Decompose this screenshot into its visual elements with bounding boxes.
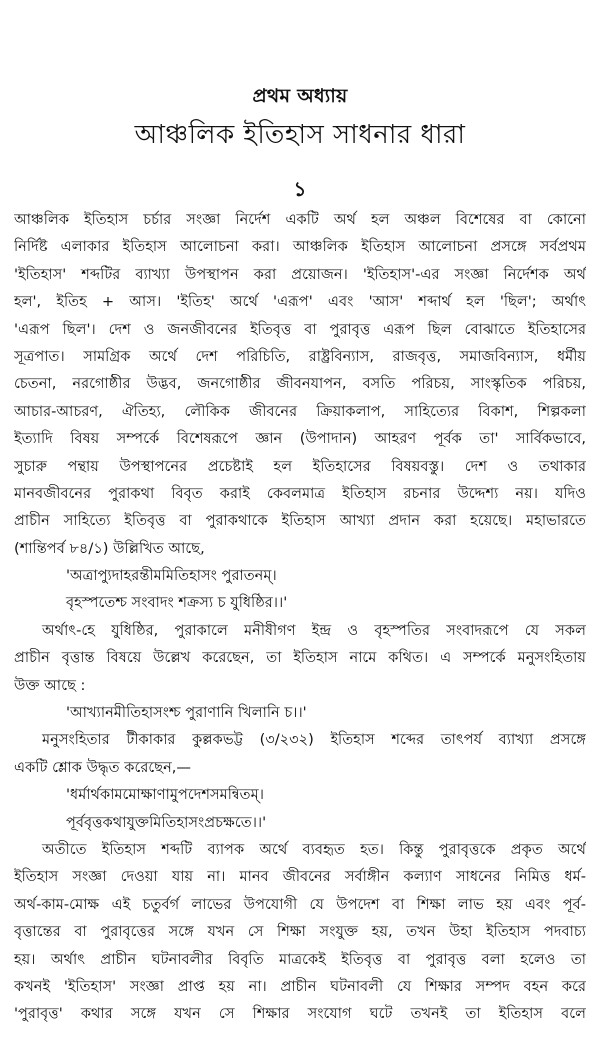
text-line: হয়। অর্থাৎ প্রাচীন ঘটনাবলীর বিবৃতি মাত্রকেই ইতিবৃত্ত বা পুরাবৃত্ত বলা হলেও তা (14, 950, 586, 968)
text-line: প্রাচীন বৃত্তান্ত বিষয়ে উল্লেখ করেছেন, তা ইতিহাস নামে কথিত। এ সম্পর্কে মনুসংহিতায় (14, 649, 586, 667)
text-line: অর্থাৎ-হে যুধিষ্ঠির, পুরাকালে মনীষীগণ ইন্দ্র ও বৃহস্পতির সংবাদরূপে যে সকল (42, 621, 586, 639)
text-line: প্রাচীন সাহিত্যে ইতিবৃত্ত বা পুরাকথাকে ইতিহাস আখ্যা প্রদান করা হয়েছে। মহাভারতে (14, 512, 586, 530)
text-line: (শান্তিপর্ব ৮৪/১) উল্লিখিত আছে, (14, 539, 205, 557)
body-text (14, 206, 586, 1028)
text-line: মনুসংহিতার টীকাকার কুল্লকভট্ট (৩/২৩২) ইতিহাস শব্দের তাৎপর্য ব্যাখ্যা প্রসঙ্গে (42, 731, 586, 749)
section-number: ১ (293, 177, 307, 201)
text-line: ইতিহাস সংজ্ঞা দেওয়া যায় না। মানব জীবনের সর্বাঙ্গীন কল্যাণ সাধনের নিমিত্ত ধর্ম- (14, 868, 586, 886)
text-line: সুচারু পন্থায় উপস্থাপনের প্রচেষ্টাই হল ইতিহাসের বিষয়বস্তু। দেশ ও তথাকার (14, 457, 586, 475)
text-line: অতীতে ইতিহাস শব্দটি ব্যাপক অর্থে ব্যবহৃত হত। কিন্তু পুরাবৃত্তকে প্রকৃত অর্থে (42, 840, 586, 858)
text-line: আঞ্চলিক ইতিহাস চর্চার সংজ্ঞা নির্দেশ একটি অর্থ হল অঞ্চল বিশেষের বা কোনো (14, 211, 586, 228)
text-line: মানবজীবনের পুরাকথা বিবৃত করাই কেবলমাত্র ইতিহাস রচনার উদ্দেশ্য নয়। যদিও (14, 484, 586, 502)
paragraph-1 (14, 206, 586, 562)
chapter-title: আঞ্চলিক ইতিহাস সাধনার ধারা (134, 120, 466, 150)
verse-line: 'ধর্মার্থকামমোক্ষাণামুপদেশসমন্বিতম্। (66, 786, 264, 804)
text-line: উক্ত আছে : (14, 676, 86, 694)
chapter-label: প্রথম অধ্যায় (252, 85, 348, 107)
text-line: অর্থ-কাম-মোক্ষ এই চতুর্বর্গ লাভের উপযোগী যে উপদেশ বা শিক্ষা লাভ হয় এবং পূর্ব- (14, 895, 586, 913)
text-line: 'এরূপ ছিল'। দেশ ও জনজীবনের ইতিবৃত্ত বা পুরাবৃত্ত এরূপ ছিল বোঝাতে ইতিহাসের (14, 320, 586, 338)
verse-block-3 (14, 781, 586, 836)
text-line: 'পুরাবৃত্ত' কথার সঙ্গে যখন সে শিক্ষার সংযোগ ঘটে তখনই তা ইতিহাস বলে (14, 1005, 586, 1023)
text-line: ইত্যাদি বিষয় সম্পর্কে বিশেষরূপে জ্ঞান (উপাদান) আহরণ পূর্বক তা' সার্বিকভাবে, (14, 430, 586, 448)
text-line: হল', ইতিহ + আস। 'ইতিহ' অর্থে 'এরূপ' এবং 'আস' শব্দার্থ হল 'ছিল'; অর্থাৎ (14, 293, 586, 311)
verse-line: পূর্ববৃত্তকথাযুক্তমিতিহাসংপ্রচক্ষতে।।' (66, 813, 267, 831)
verse-block-1 (14, 562, 586, 617)
verse-line: 'আখ্যানমীতিহাসংশ্চ পুরাণানি খিলানি চ।।' (66, 704, 307, 722)
text-line: কখনই 'ইতিহাস' সংজ্ঞা প্রাপ্ত হয় না। প্রাচীন ঘটনাবলী যে শিক্ষার সম্পদ বহন করে (14, 977, 586, 995)
text-line: 'ইতিহাস' শব্দটির ব্যাখ্যা উপস্থাপন করা প্রয়োজন। 'ইতিহাস'-এর সংজ্ঞা নির্দেশক অর্থ (14, 265, 586, 283)
paragraph-3 (14, 726, 586, 781)
verse-line: 'অত্রাপ্যুদাহরন্তীমমিতিহাসং পুরাতনম্। (66, 567, 277, 585)
text-line: সূত্রপাত। সামগ্রিক অর্থে দেশ পরিচিতি, রাষ্ট্রবিন্যাস, রাজবৃত্ত, সমাজবিন্যাস, ধর্মীয় (14, 347, 586, 365)
text-line: আচার-আচরণ, ঐতিহ্য, লৌকিক জীবনের ক্রিয়াকলাপ, সাহিত্যের বিকাশ, শিল্পকলা (14, 402, 586, 420)
verse-block-2 (14, 699, 586, 726)
text-line: চেতনা, নরগোষ্ঠীর উদ্ভব, জনগোষ্ঠীর জীবনযাপন, বসতি পরিচয়, সাংস্কৃতিক পরিচয়, (14, 375, 586, 393)
text-line: বৃত্তান্তের বা পুরাবৃত্তের সঙ্গে যখন সে শিক্ষা সংযুক্ত হয়, তখন উহা ইতিহাস পদবাচ্য (14, 923, 586, 941)
text-line: নির্দিষ্ট এলাকার ইতিহাস আলোচনা করা। আঞ্চলিক ইতিহাস আলোচনা প্রসঙ্গে সর্বপ্রথম (14, 238, 586, 256)
text-line: একটি শ্লোক উদ্ধৃত করেছেন,— (14, 758, 192, 776)
paragraph-2 (14, 617, 586, 699)
verse-line: বৃহস্পতেশ্চ সংবাদং শক্রস্য চ যুধিষ্ঠির।।' (66, 594, 288, 612)
paragraph-4 (14, 836, 586, 1028)
